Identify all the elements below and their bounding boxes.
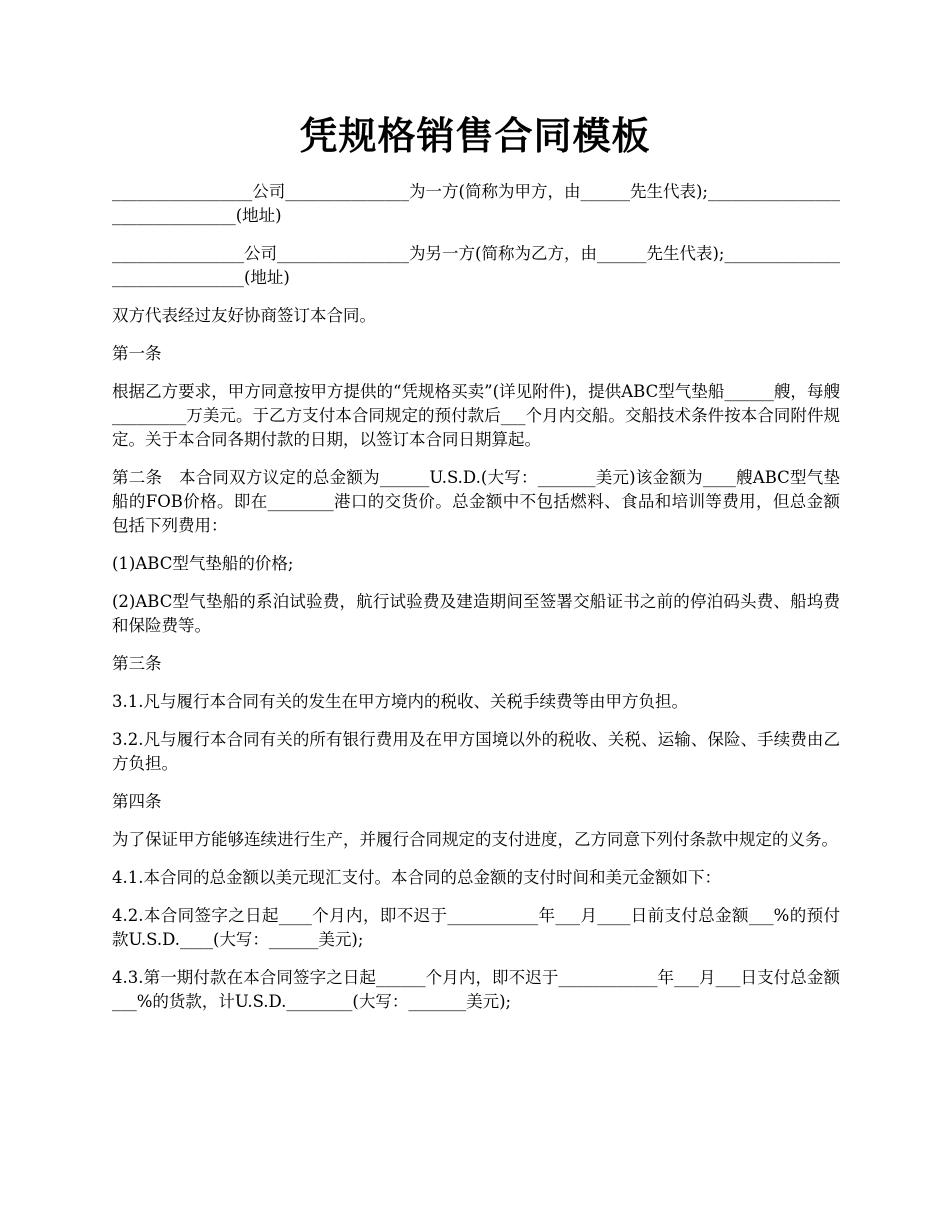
clause-3-1: 3.1.凡与履行本合同有关的发生在甲方境内的税收、关税手续费等由甲方负担。 (112, 692, 688, 711)
clause-4-1: 4.1.本合同的总金额以美元现汇支付。本合同的总金额的支付时间和美元金额如下： (112, 868, 721, 887)
article-2-item-2: (2)ABC型气垫船的系泊试验费，航行试验费及建造期间至签署交船证书之前的停泊码头费、船坞费和保险费等。 (112, 592, 840, 635)
article-4-intro: 为了保证甲方能够连续进行生产，并履行合同规定的支付进度，乙方同意下列付条款中规定的义务。 (112, 830, 838, 849)
article-1-heading: 第一条 (112, 344, 162, 363)
article-1-text: 根据乙方要求，甲方同意按甲方提供的“凭规格买卖”(详见附件)，提供ABC型气垫船______艘，每艘_________万美元。于乙方支付本合同规定的预付款后___个月内交船。交船技术条件按本合同附件规定。关于本合同各期付款的日期，以签订本合同日期算起。 (112, 382, 840, 449)
article-2-item-1: (1)ABC型气垫船的价格; (112, 554, 294, 573)
article-4-heading: 第四条 (112, 792, 162, 811)
party-a-paragraph: _________________公司_______________为一方(简称为甲方，由______先生代表);_______________________________(地址) (112, 182, 840, 225)
article-2-text: 第二条 本合同双方议定的总金额为______U.S.D.(大写：_______美元)该金额为____艘ABC型气垫船的FOB价格。即在________港口的交货价。总金额中不包括燃料、食品和培训等费用，但总金额包括下列费用： (112, 468, 840, 535)
clause-3-2: 3.2.凡与履行本合同有关的所有银行费用及在甲方国境以外的税收、关税、运输、保险、手续费由乙方负担。 (112, 730, 840, 773)
document-body (112, 180, 840, 1028)
document-title: 凭规格销售合同模板 (299, 113, 651, 158)
clause-4-3: 4.3.第一期付款在本合同签字之日起______个月内，即不迟于____________年___月___日支付总金额___%的货款，计U.S.D.________(大写：_______美元); (112, 968, 840, 1011)
article-3-heading: 第三条 (112, 654, 162, 673)
party-b-paragraph: ________________公司________________为另一方(简称为乙方，由______先生代表);______________________________(地址) (112, 244, 840, 287)
clause-4-2: 4.2.本合同签字之日起____个月内，即不迟于___________年___月____日前支付总金额___%的预付款U.S.D.____(大写：______美元); (112, 906, 840, 949)
intro-paragraph: 双方代表经过友好协商签订本合同。 (112, 306, 376, 325)
